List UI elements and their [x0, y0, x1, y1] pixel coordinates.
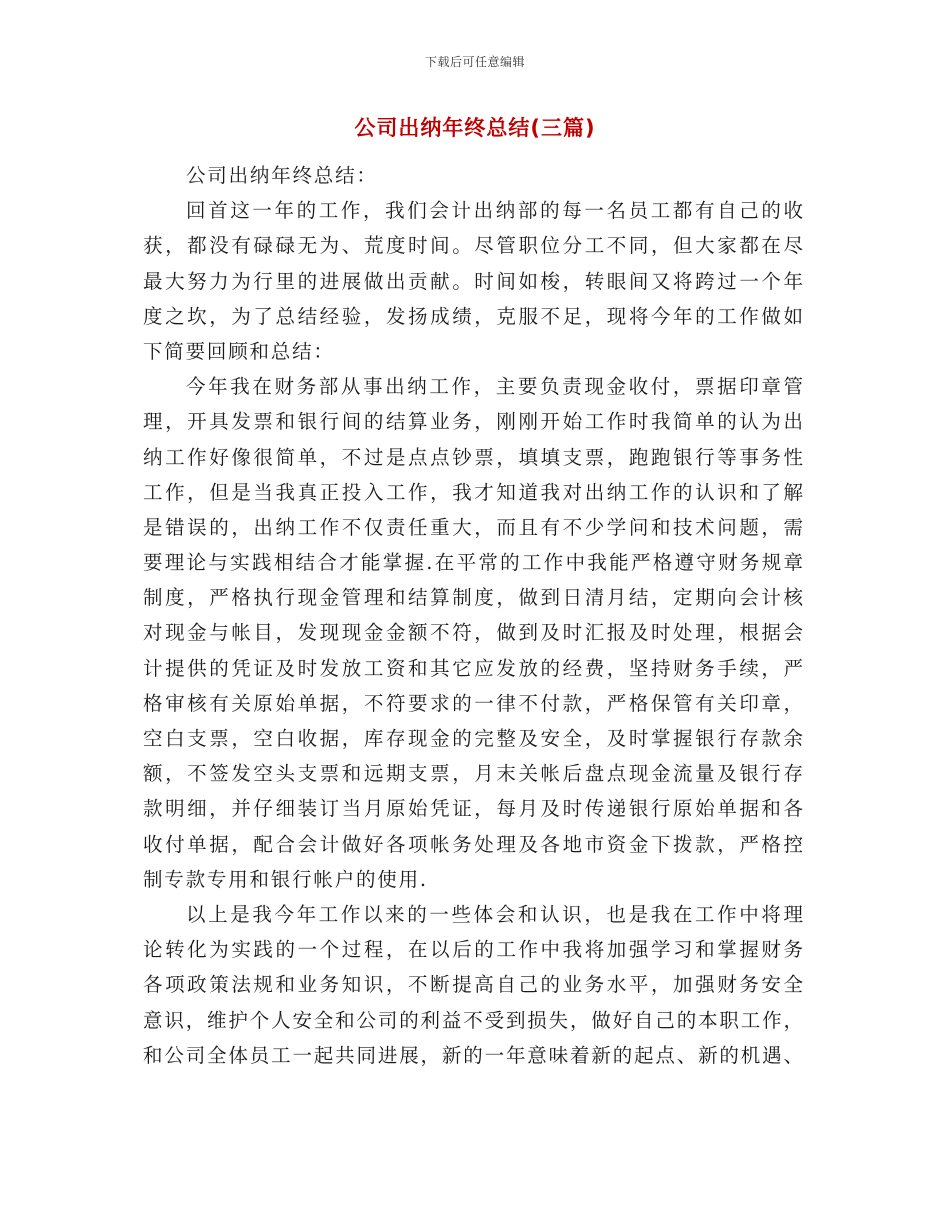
- text-line: 收付单据，配合会计做好各项帐务处理及各地市资金下拨款，严格控: [143, 832, 803, 856]
- text-line: 是错误的，出纳工作不仅责任重大，而且有不少学问和技术问题，需: [143, 515, 803, 539]
- text-line: 回首这一年的工作，我们会计出纳部的每一名员工都有自己的收: [186, 199, 803, 223]
- text-line: 空白支票，空白收据，库存现金的完整及安全，及时掌握银行存款余: [143, 727, 803, 750]
- text-line: 下简要回顾和总结：: [143, 339, 335, 363]
- text-line: 工作，但是当我真正投入工作，我才知道我对出纳工作的认识和了解: [143, 480, 803, 504]
- text-line: 今年我在财务部从事出纳工作，主要负责现金收付，票据印章管: [186, 375, 803, 399]
- text-line: 和公司全体员工一起共同进展，新的一年意味着新的起点、新的机遇、: [143, 1043, 803, 1067]
- text-line: 论转化为实践的一个过程，在以后的工作中我将加强学习和掌握财务: [143, 938, 803, 962]
- text-line: 意识，维护个人安全和公司的利益不受到损失，做好自己的本职工作，: [143, 1008, 803, 1032]
- text-line: 格审核有关原始单据，不符要求的一律不付款，严格保管有关印章，: [143, 691, 803, 715]
- text-line: 额，不签发空头支票和远期支票，月末关帐后盘点现金流量及银行存: [143, 762, 803, 786]
- text-line: 制度，严格执行现金管理和结算制度，做到日清月结，定期向会计核: [143, 586, 803, 610]
- text-line: 度之坎，为了总结经验，发扬成绩，克服不足，现将今年的工作做如: [143, 304, 803, 328]
- document-title: 公司出纳年终总结(三篇): [354, 116, 596, 140]
- text-line: 计提供的凭证及时发放工资和其它应发放的经费，坚持财务手续，严: [143, 656, 803, 680]
- text-line: 以上是我今年工作以来的一些体会和认识，也是我在工作中将理: [186, 902, 803, 926]
- text-line: 对现金与帐目，发现现金金额不符，做到及时汇报及时处理，根据会: [143, 621, 803, 645]
- text-line: 款明细，并仔细装订当月原始凭证，每月及时传递银行原始单据和各: [143, 797, 803, 821]
- text-line: 理，开具发票和银行间的结算业务，刚刚开始工作时我简单的认为出: [143, 410, 803, 434]
- text-line: 获，都没有碌碌无为、荒度时间。尽管职位分工不同，但大家都在尽: [143, 234, 803, 258]
- text-line: 公司出纳年终总结：: [186, 164, 378, 187]
- text-line: 纳工作好像很简单，不过是点点钞票，填填支票，跑跑银行等事务性: [143, 445, 803, 469]
- header-note: 下载后可任意编辑: [424, 55, 525, 69]
- text-line: 制专款专用和银行帐户的使用.: [143, 867, 428, 891]
- text-line: 要理论与实践相结合才能掌握.在平常的工作中我能严格遵守财务规章: [143, 551, 803, 575]
- text-line: 各项政策法规和业务知识，不断提高自己的业务水平，加强财务安全: [143, 973, 803, 997]
- text-line: 最大努力为行里的进展做出贡献。时间如梭，转眼间又将跨过一个年: [143, 269, 803, 293]
- body-text: [143, 158, 803, 1073]
